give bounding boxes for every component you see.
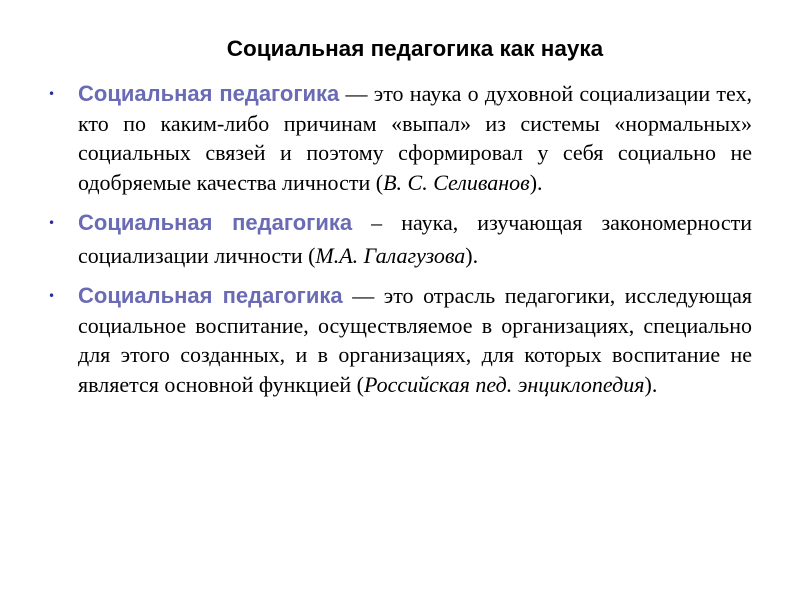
- bullet-author: В. С. Селиванов: [383, 169, 530, 195]
- slide-title: Социальная педагогика как наука: [226, 36, 604, 61]
- bullet-text-end: ).: [529, 169, 543, 195]
- bullet-list: [48, 79, 752, 399]
- bullet-text: — это отрасль педагогики, исследующая социальное воспитание, осуществляемое в организациях, специально для этого созданных, и в организациях, для которых воспитание не является основной функцией (: [78, 283, 752, 397]
- bullet-term: Социальная педагогика: [78, 81, 340, 106]
- bullet-text: – наука, изучающая закономерности социализации личности (: [78, 210, 752, 268]
- bullet-author: Российская пед. энциклопедия: [363, 371, 645, 397]
- bullet-term: Социальная педагогика: [78, 210, 353, 235]
- bullet-marker-icon: •: [48, 87, 56, 101]
- bullet-marker-icon: •: [48, 289, 56, 303]
- bullet-text-end: ).: [465, 243, 479, 268]
- bullet-term: Социальная педагогика: [78, 283, 343, 308]
- bullet-marker-icon: •: [48, 216, 56, 230]
- bullet-item: [48, 206, 752, 272]
- bullet-item: [48, 79, 752, 197]
- bullet-item: [48, 281, 752, 399]
- bullet-text-end: ).: [644, 371, 658, 397]
- bullet-text: — это наука о духовной социализации тех, кто по каким-либо причинам «выпал» из системы «нормальных» социальных связей и поэтому сформировал у себя социально не одобряемые качества личности (: [78, 81, 752, 195]
- bullet-author: М.А. Галагузова: [315, 243, 466, 268]
